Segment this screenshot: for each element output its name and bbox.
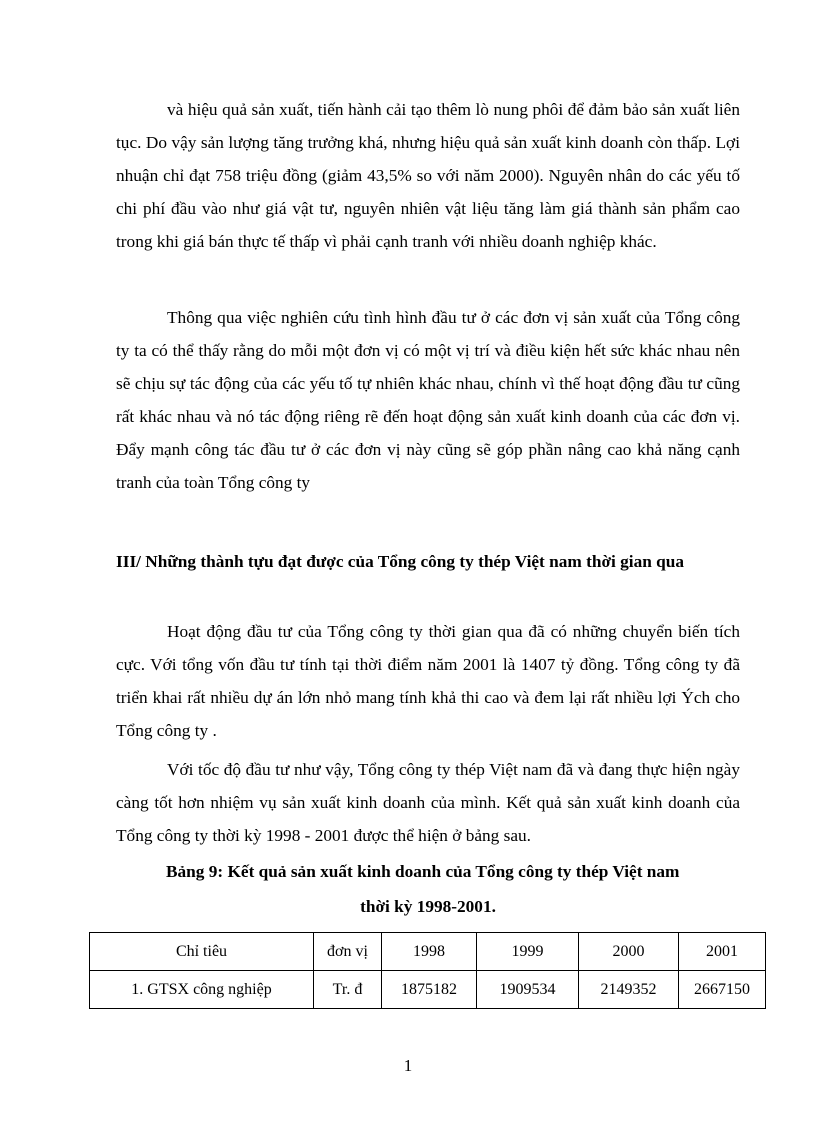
row-cell-1998: 1875182 bbox=[382, 971, 477, 1009]
header-cell-unit: đơn vị bbox=[314, 933, 382, 971]
paragraph-investment-activity: Hoạt động đầu tư của Tổng công ty thời gian qua đã có những chuyển biến tích cực. Với tổng vốn đầu tư tính tại thời điểm năm 2001 là 1407 tỷ đồng. Tổng công ty đã triển khai rất nhiều dự án lớn nhỏ mang tính khả thi cao và đem lại rất nhiều lợi Ých cho Tổng công ty . bbox=[116, 622, 740, 740]
paragraph-investment-analysis: Thông qua việc nghiên cứu tình hình đầu tư ở các đơn vị sản xuất của Tổng công ty ta có thể thấy rằng do mỗi một đơn vị có một vị trí và điều kiện hết sức khác nhau nên sẽ chịu sự tác động của các yếu tố tự nhiên khác nhau, chính vì thế hoạt động đầu tư cũng rất khác nhau và nó tác động riêng rẽ đến hoạt động sản xuất kinh doanh của các đơn vị. Đẩy mạnh công tác đầu tư ở các đơn vị này cũng sẽ góp phần nâng cao khả năng cạnh tranh của toàn Tổng công ty bbox=[116, 308, 740, 492]
header-cell-1998: 1998 bbox=[382, 933, 477, 971]
row-cell-unit: Tr. đ bbox=[314, 971, 382, 1009]
paragraph-production-efficiency: và hiệu quả sản xuất, tiến hành cải tạo thêm lò nung phôi để đảm bảo sản xuất liên tục. Do vậy sản lượng tăng trưởng khá, nhưng hiệu quả sản xuất kinh doanh còn thấp. Lợi nhuận chỉ đạt 758 triệu đồng (giảm 43,5% so với năm 2000). Nguyên nhân do các yếu tố chi phí đầu vào như giá vật tư, nguyên nhiên vật liệu tăng làm giá thành sản phẩm cao trong khi giá bán thực tế thấp vì phải cạnh tranh với nhiều doanh nghiệp khác. bbox=[116, 100, 740, 251]
table-caption-line-1: Bảng 9: Kết quả sản xuất kinh doanh của Tổng công ty thép Việt nam bbox=[166, 862, 680, 881]
header-cell-indicator: Chỉ tiêu bbox=[90, 933, 314, 971]
header-cell-2000: 2000 bbox=[579, 933, 679, 971]
paragraph-business-results: Với tốc độ đầu tư như vậy, Tổng công ty thép Việt nam đã và đang thực hiện ngày càng tốt hơn nhiệm vụ sản xuất kinh doanh của mình. Kết quả sản xuất kinh doanh của Tổng công ty thời kỳ 1998 - 2001 được thể hiện ở bảng sau. bbox=[116, 760, 740, 845]
row-cell-1999: 1909534 bbox=[477, 971, 579, 1009]
section-heading: III/ Những thành tựu đạt được của Tổng công ty thép Việt nam thời gian qua bbox=[116, 552, 685, 571]
row-cell-2000: 2149352 bbox=[579, 971, 679, 1009]
page-number: 1 bbox=[403, 1056, 413, 1075]
results-table bbox=[89, 932, 766, 1009]
header-cell-1999: 1999 bbox=[477, 933, 579, 971]
table-header-row bbox=[90, 933, 766, 971]
header-cell-2001: 2001 bbox=[679, 933, 766, 971]
table-row bbox=[90, 971, 766, 1009]
row-cell-2001: 2667150 bbox=[679, 971, 766, 1009]
row-cell-indicator: 1. GTSX công nghiệp bbox=[90, 971, 314, 1009]
table-caption-line-2: thời kỳ 1998-2001. bbox=[360, 897, 496, 916]
